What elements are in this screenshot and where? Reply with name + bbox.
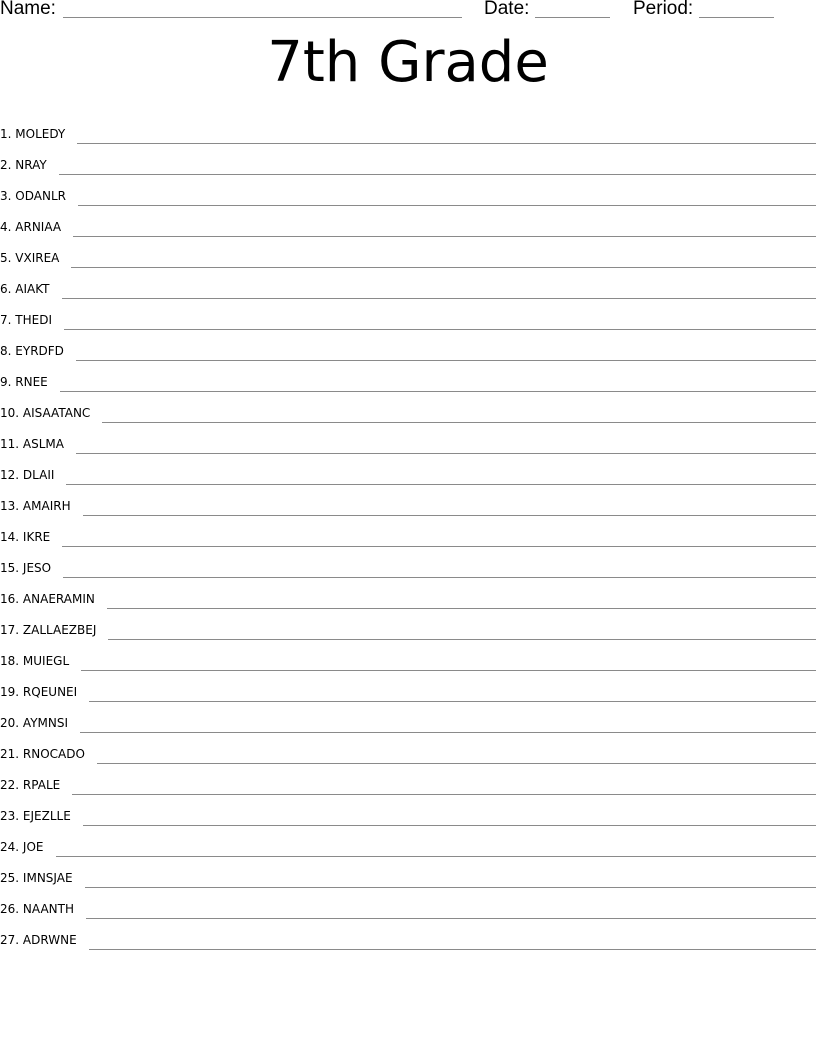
scramble-text: AMAIRH [22, 499, 71, 513]
list-item [0, 108, 816, 139]
answer-line[interactable] [102, 422, 816, 423]
answer-line[interactable] [71, 267, 816, 268]
item-number: 21. [0, 747, 20, 761]
item-number: 15. [0, 561, 20, 575]
scramble-text: VXIREA [15, 251, 60, 265]
item-number: 2. [0, 158, 12, 172]
scramble-text: RNOCADO [22, 747, 85, 761]
scramble-text: RNEE [15, 375, 48, 389]
item-number: 3. [0, 189, 12, 203]
scramble-text: MOLEDY [15, 127, 66, 141]
answer-line[interactable] [83, 825, 816, 826]
answer-line[interactable] [72, 794, 816, 795]
scrambled-word [0, 933, 89, 947]
answer-line[interactable] [107, 608, 816, 609]
answer-line[interactable] [62, 298, 816, 299]
item-number: 27. [0, 933, 20, 947]
answer-line[interactable] [64, 329, 816, 330]
scramble-text: IMNSJAE [22, 871, 73, 885]
answer-line[interactable] [63, 577, 816, 578]
scramble-text: MUIEGL [22, 654, 70, 668]
scramble-text: NRAY [15, 158, 47, 172]
scramble-text: ASLMA [22, 437, 64, 451]
item-number: 12. [0, 468, 20, 482]
item-number: 20. [0, 716, 20, 730]
answer-line[interactable] [80, 732, 816, 733]
scramble-text: EJEZLLE [22, 809, 71, 823]
answer-line[interactable] [77, 143, 816, 144]
answer-line[interactable] [108, 639, 816, 640]
scrambled-word [0, 251, 71, 265]
item-number: 9. [0, 375, 12, 389]
item-number: 8. [0, 344, 12, 358]
item-number: 10. [0, 406, 20, 420]
scrambled-word [0, 158, 59, 172]
page-title: 7th Grade [267, 30, 549, 95]
word-scramble-list [0, 108, 816, 945]
scrambled-word [0, 778, 72, 792]
scrambled-word [0, 840, 56, 854]
answer-line[interactable] [86, 918, 816, 919]
worksheet-header [0, 0, 816, 22]
item-number: 14. [0, 530, 20, 544]
period-field[interactable] [699, 17, 774, 18]
scramble-text: ADRWNE [22, 933, 77, 947]
item-number: 23. [0, 809, 20, 823]
scrambled-word [0, 406, 102, 420]
answer-line[interactable] [85, 887, 816, 888]
scrambled-word [0, 592, 107, 606]
scrambled-word [0, 282, 62, 296]
scrambled-word [0, 127, 77, 141]
answer-line[interactable] [76, 453, 816, 454]
date-field[interactable] [535, 17, 610, 18]
scrambled-word [0, 747, 97, 761]
item-number: 6. [0, 282, 12, 296]
item-number: 22. [0, 778, 20, 792]
answer-line[interactable] [76, 360, 816, 361]
scramble-text: THEDI [15, 313, 52, 327]
name-label: Name: [0, 0, 56, 19]
answer-line[interactable] [78, 205, 816, 206]
scrambled-word [0, 344, 76, 358]
scrambled-word [0, 530, 62, 544]
scrambled-word [0, 375, 60, 389]
scramble-text: JOE [22, 840, 44, 854]
scramble-text: AISAATANC [22, 406, 91, 420]
scrambled-word [0, 871, 85, 885]
answer-line[interactable] [66, 484, 816, 485]
item-number: 18. [0, 654, 20, 668]
scramble-text: DLAII [22, 468, 55, 482]
scramble-text: JESO [22, 561, 52, 575]
scrambled-word [0, 561, 63, 575]
scrambled-word [0, 220, 73, 234]
scrambled-word [0, 468, 66, 482]
name-field[interactable] [63, 17, 462, 18]
item-number: 25. [0, 871, 20, 885]
answer-line[interactable] [59, 174, 816, 175]
scrambled-word [0, 902, 86, 916]
answer-line[interactable] [60, 391, 816, 392]
item-number: 1. [0, 127, 12, 141]
answer-line[interactable] [62, 546, 816, 547]
item-number: 16. [0, 592, 20, 606]
item-number: 13. [0, 499, 20, 513]
scrambled-word [0, 685, 89, 699]
scramble-text: EYRDFD [15, 344, 64, 358]
scramble-text: AYMNSI [22, 716, 69, 730]
item-number: 19. [0, 685, 20, 699]
answer-line[interactable] [73, 236, 816, 237]
item-number: 4. [0, 220, 12, 234]
answer-line[interactable] [83, 515, 816, 516]
scramble-text: AIAKT [15, 282, 50, 296]
scrambled-word [0, 809, 83, 823]
scrambled-word [0, 313, 64, 327]
scrambled-word [0, 189, 78, 203]
item-number: 7. [0, 313, 12, 327]
scrambled-word [0, 623, 108, 637]
scramble-text: NAANTH [22, 902, 74, 916]
answer-line[interactable] [97, 763, 816, 764]
scramble-text: RQEUNEI [22, 685, 78, 699]
item-number: 26. [0, 902, 20, 916]
item-number: 5. [0, 251, 12, 265]
item-number: 24. [0, 840, 20, 854]
scramble-text: RPALE [22, 778, 61, 792]
answer-line[interactable] [56, 856, 816, 857]
scrambled-word [0, 654, 81, 668]
item-number: 11. [0, 437, 20, 451]
answer-line[interactable] [89, 701, 816, 702]
item-number: 17. [0, 623, 20, 637]
scramble-text: ODANLR [15, 189, 66, 203]
answer-line[interactable] [89, 949, 816, 950]
scramble-text: ARNIAA [15, 220, 62, 234]
answer-line[interactable] [81, 670, 816, 671]
scramble-text: IKRE [22, 530, 51, 544]
period-label: Period: [633, 0, 694, 19]
scrambled-word [0, 499, 83, 513]
date-label: Date: [484, 0, 530, 19]
scrambled-word [0, 716, 80, 730]
scramble-text: ANAERAMIN [22, 592, 95, 606]
scrambled-word [0, 437, 76, 451]
scramble-text: ZALLAEZBEJ [22, 623, 97, 637]
